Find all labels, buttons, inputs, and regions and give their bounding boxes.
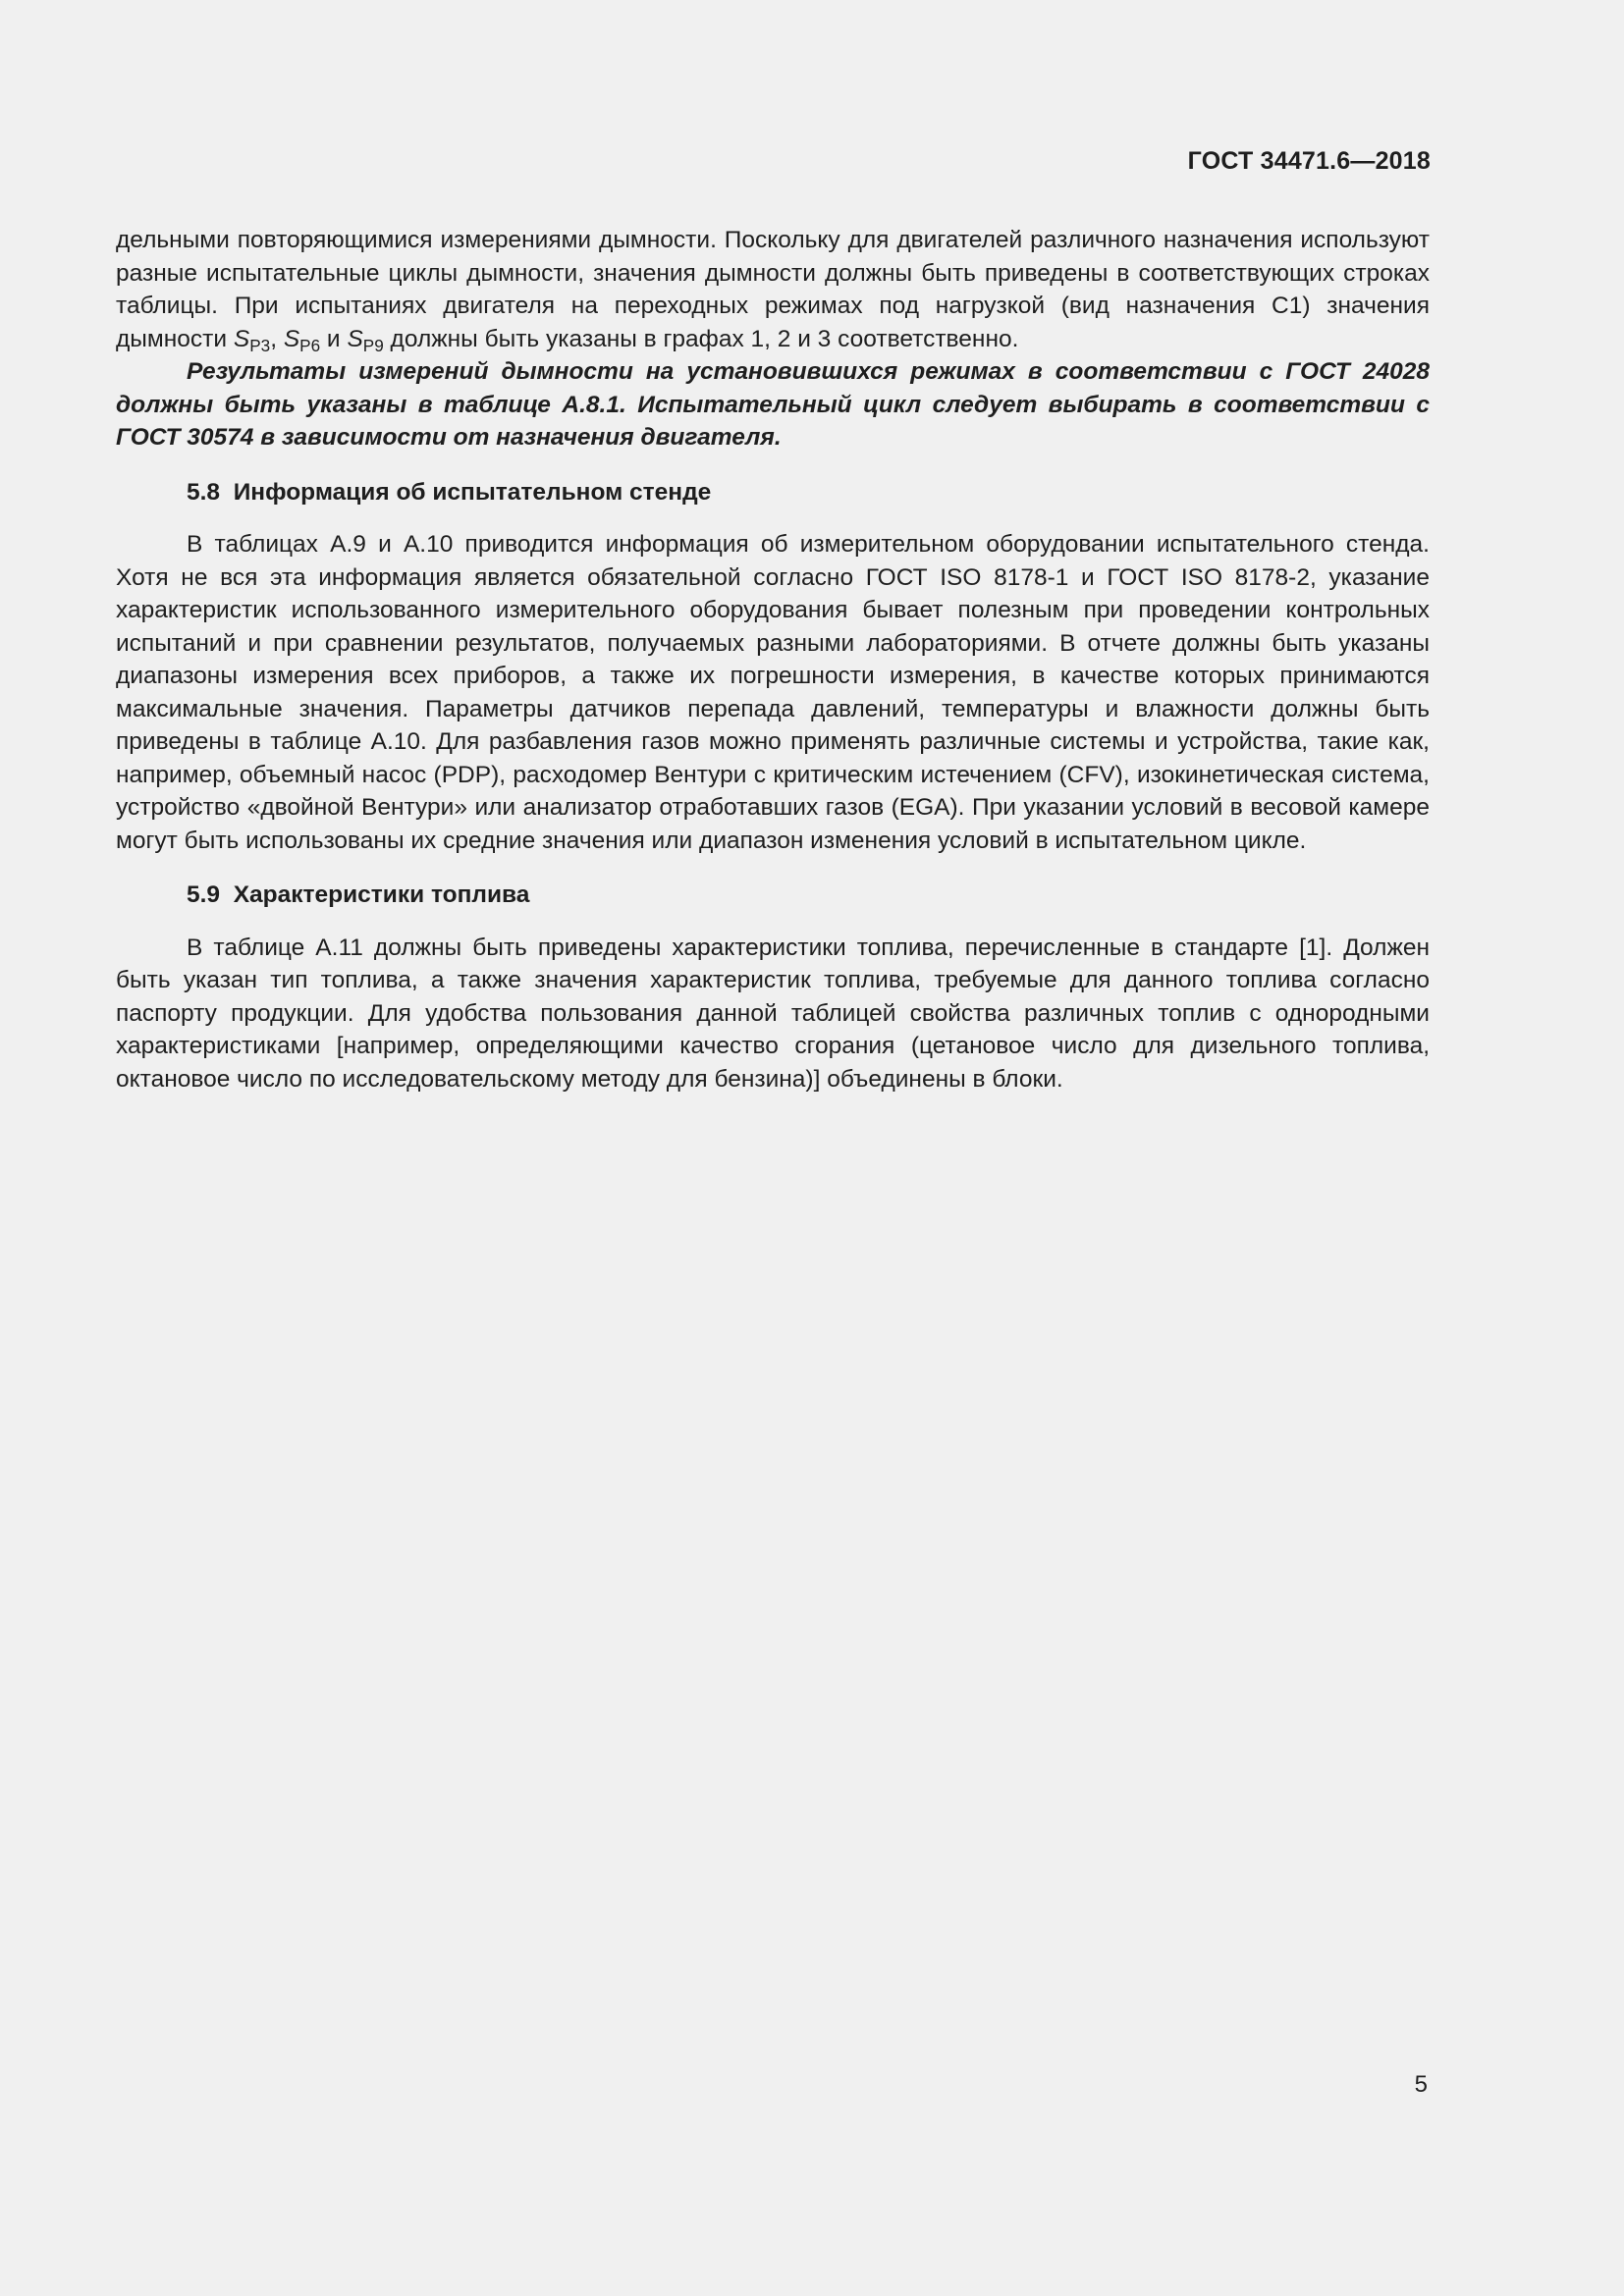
symbol-s-p3: $S_{P3}$ [233,325,271,355]
paragraph-smoke-continuation [116,224,1430,355]
paragraph-fuel-characteristics: В таблице А.11 должны быть приведены характеристики топлива, перечисленные в стандарте [1]. Должен быть указан тип топлива, а также значения характеристик топлива, требуемые для данного топлива согласно паспорту продукции. Для удобства пользования данной таблицей свойства различных топлив с однородными характеристиками [например, определяющими качество сгорания (цетановое число для дизельного топлива, октановое число по исследовательскому методу для бензина)] объединены в блоки. [116,934,1430,1093]
page-number: 5 [1414,2071,1428,2098]
paragraph-test-bench-info: В таблицах А.9 и А.10 приводится информация об измерительном оборудовании испытательного стенда. Хотя не вся эта информация является обязательной согласно ГОСТ ISO 8178-1 и ГОСТ ISO 8178-2, указание характеристик использованного измерительного оборудования бывает полезным при проведении контрольных испытаний и при сравнении результатов, получаемых разными лабораториями. В отчете должны быть указаны диапазоны измерения всех приборов, а также их погрешности измерения, в качестве которых принимаются максимальные значения. Параметры датчиков перепада давлений, температуры и влажности должны быть приведены в таблице А.10. Для разбавления газов можно применять различные системы и устройства, такие как, например, объемный насос (PDP), расходомер Вентури с критическим истечением (CFV), изокинетическая система, устройство «двойной Вентури» или анализатор отработавших газов (EGA). При указании условий в весовой камере могут быть использованы их средние значения или диапазон изменения условий в испытательном цикле. [116,531,1430,854]
section-heading-5-9: 5.9 Характеристики топлива [187,881,530,908]
section-heading-5-8: 5.8 Информация об испытательном стенде [187,478,712,506]
document-code: ГОСТ 34471.6—2018 [1187,147,1431,175]
separator: и [320,325,348,352]
separator: , [270,325,284,352]
paragraph-smoke-results: Результаты измерений дымности на установившихся режимах в соответствии с ГОСТ 24028 должны быть указаны в таблице А.8.1. Испытательный цикл следует выбирать в соответствии с ГОСТ 30574 в зависимости от назначения двигателя. [116,358,1430,451]
symbol-s-p9: $S_{P9}$ [347,325,384,355]
text-run: должны быть указаны в графах 1, 2 и 3 соответственно. [383,325,1019,352]
document-body [116,224,1430,1095]
text-run: дельными повторяющимися измерениями дымности. Поскольку для двигателей различного назначения используют разные испытательные циклы дымности, значения дымности должны быть приведены в соответствующих строках таблицы. При испытаниях двигателя на переходных режимах под нагрузкой (вид назначения С1) значения дымности [116,227,1430,352]
symbol-s-p6: $S_{P6}$ [283,325,321,355]
